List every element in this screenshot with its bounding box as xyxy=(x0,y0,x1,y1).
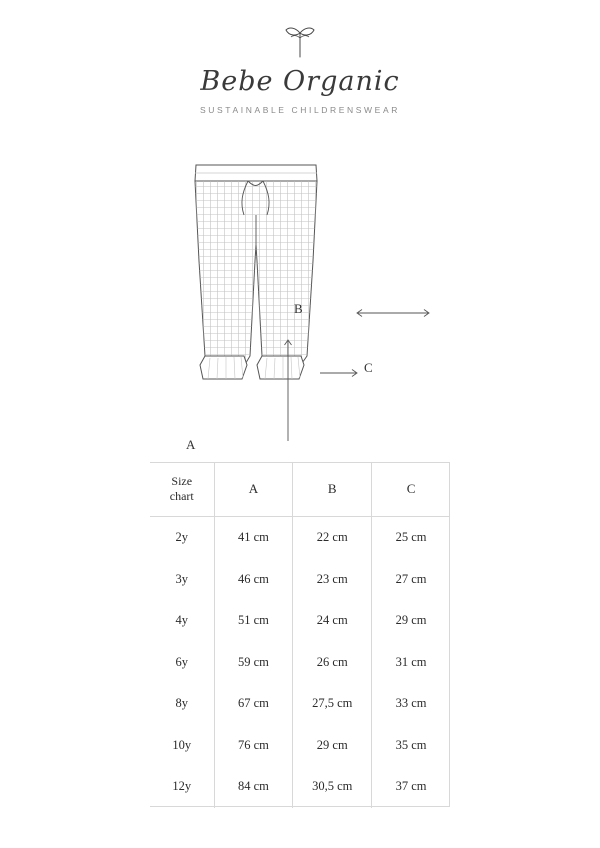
table-row xyxy=(150,683,450,725)
row-value-c: 27 cm xyxy=(395,571,427,586)
size-chart-corner-header xyxy=(150,462,214,517)
brand-name: Bebe Organic xyxy=(200,66,400,97)
table-row xyxy=(150,600,450,642)
row-value-c: 31 cm xyxy=(395,654,427,669)
table-header-row xyxy=(150,462,450,517)
leaf-sprig-icon xyxy=(0,24,600,63)
row-value-a: 41 cm xyxy=(214,517,293,559)
size-chart-table xyxy=(150,462,450,808)
row-value-c: 37 cm xyxy=(395,779,427,794)
row-value-b: 27,5 cm xyxy=(293,683,372,725)
row-value-c: 33 cm xyxy=(395,696,427,711)
dimension-label-c: C xyxy=(364,359,373,375)
table-row xyxy=(150,725,450,767)
row-value-c: 25 cm xyxy=(395,530,427,545)
table-row xyxy=(150,766,450,808)
row-size-label: 2y xyxy=(150,517,214,559)
corner-header-line-1: Size xyxy=(171,474,193,488)
brand-header xyxy=(0,0,600,115)
row-size-label: 4y xyxy=(150,600,214,642)
row-value-b: 24 cm xyxy=(293,600,372,642)
row-size-label: 6y xyxy=(150,642,214,684)
size-chart xyxy=(150,462,450,808)
row-value-b: 22 cm xyxy=(293,517,372,559)
table-row xyxy=(150,517,450,559)
dimension-label-b: B xyxy=(294,300,303,316)
row-value-b: 29 cm xyxy=(293,725,372,767)
column-header-c: C xyxy=(372,462,450,517)
row-value-a: 51 cm xyxy=(214,600,293,642)
row-value-c: 35 cm xyxy=(395,737,427,752)
garment-illustration xyxy=(0,141,600,452)
row-value-a: 46 cm xyxy=(214,559,293,601)
row-size-label: 12y xyxy=(150,766,214,808)
row-value-b: 23 cm xyxy=(293,559,372,601)
waffle-knit-trousers-illustration xyxy=(90,141,510,441)
corner-header-line-2: chart xyxy=(169,489,194,503)
row-size-label: 8y xyxy=(150,683,214,725)
dimension-label-a: A xyxy=(186,436,196,452)
brand-tagline: SUSTAINABLE CHILDRENSWEAR xyxy=(200,104,400,115)
row-value-c: 29 cm xyxy=(395,613,427,628)
column-header-b: B xyxy=(293,462,372,517)
row-size-label: 3y xyxy=(150,559,214,601)
row-value-a: 59 cm xyxy=(214,642,293,684)
row-size-label: 10y xyxy=(150,725,214,767)
column-header-a: A xyxy=(214,462,293,517)
row-value-a: 84 cm xyxy=(214,766,293,808)
table-row xyxy=(150,642,450,684)
table-row xyxy=(150,559,450,601)
row-value-a: 76 cm xyxy=(214,725,293,767)
row-value-b: 26 cm xyxy=(293,642,372,684)
row-value-a: 67 cm xyxy=(214,683,293,725)
row-value-b: 30,5 cm xyxy=(293,766,372,808)
